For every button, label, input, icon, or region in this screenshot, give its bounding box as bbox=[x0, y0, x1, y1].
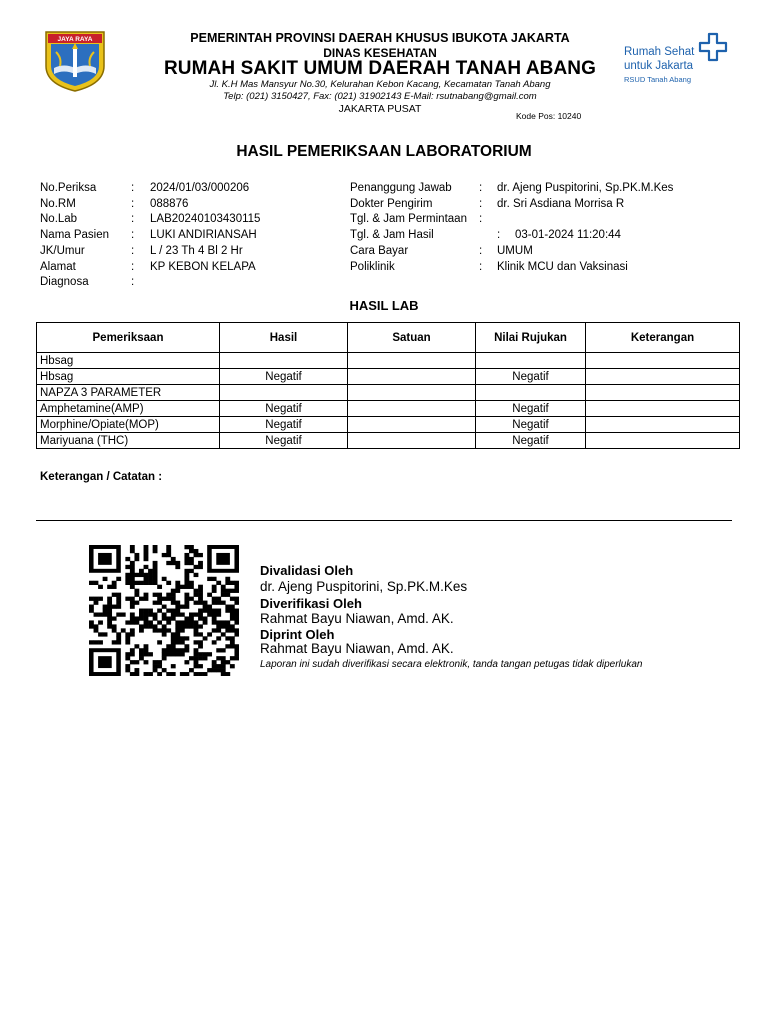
table-cell bbox=[348, 401, 476, 417]
column-header: Pemeriksaan bbox=[37, 323, 220, 353]
info-sep: : bbox=[131, 213, 135, 226]
table-row bbox=[37, 385, 740, 401]
table-cell: NAPZA 3 PARAMETER bbox=[37, 385, 220, 401]
printed-label: Diprint Oleh bbox=[260, 627, 335, 642]
hospital-name: RUMAH SAKIT UMUM DAERAH TANAH ABANG bbox=[163, 58, 597, 79]
info-label: JK/Umur bbox=[40, 244, 85, 257]
table-row bbox=[37, 433, 740, 449]
table-cell bbox=[586, 417, 740, 433]
table-cell: Negatif bbox=[476, 401, 586, 417]
rumah-sehat-logo bbox=[622, 31, 732, 87]
info-sep: : bbox=[479, 213, 483, 226]
info-label: Tgl. & Jam Hasil bbox=[350, 229, 434, 242]
table-cell bbox=[348, 433, 476, 449]
info-sep: : bbox=[479, 244, 483, 257]
printed-name: Rahmat Bayu Niawan, Amd. AK. bbox=[260, 641, 454, 656]
rumah-sehat-line2: untuk Jakarta bbox=[624, 60, 694, 72]
table-cell bbox=[476, 353, 586, 369]
info-value: 03-01-2024 11:20:44 bbox=[515, 229, 621, 242]
validated-name: dr. Ajeng Puspitorini, Sp.PK.M.Kes bbox=[260, 579, 468, 594]
section-title: HASIL LAB bbox=[349, 298, 419, 313]
table-cell bbox=[348, 353, 476, 369]
table-row bbox=[37, 353, 740, 369]
emblem-banner-text: JAYA RAYA bbox=[57, 36, 93, 43]
validated-label: Divalidasi Oleh bbox=[260, 563, 354, 578]
hospital-city: JAKARTA PUSAT bbox=[338, 103, 422, 115]
info-label: Poliklinik bbox=[350, 260, 395, 273]
jakarta-emblem-logo bbox=[42, 30, 108, 92]
info-label: Alamat bbox=[40, 260, 76, 273]
info-value: dr. Ajeng Puspitorini, Sp.PK.M.Kes bbox=[497, 182, 674, 194]
postal-code: Kode Pos: 10240 bbox=[516, 111, 582, 121]
table-header-row bbox=[37, 323, 740, 353]
table-cell bbox=[586, 385, 740, 401]
cross-icon bbox=[697, 31, 729, 63]
table-cell bbox=[220, 385, 348, 401]
column-header: Keterangan bbox=[586, 323, 740, 353]
notes-label: Keterangan / Catatan : bbox=[40, 471, 163, 483]
table-row bbox=[37, 401, 740, 417]
qr-code bbox=[89, 545, 239, 676]
table-cell: Negatif bbox=[476, 417, 586, 433]
rumah-sehat-line1: Rumah Sehat bbox=[624, 46, 695, 58]
info-label: Diagnosa bbox=[40, 276, 89, 289]
table-cell bbox=[220, 353, 348, 369]
info-value: LAB20240103430115 bbox=[150, 213, 261, 226]
column-header: Hasil bbox=[220, 323, 348, 353]
table-cell bbox=[476, 385, 586, 401]
info-label: Nama Pasien bbox=[40, 229, 110, 242]
info-value: dr. Sri Asdiana Morrisa R bbox=[497, 197, 625, 210]
table-cell: Negatif bbox=[220, 369, 348, 385]
table-cell: Negatif bbox=[220, 401, 348, 417]
table-cell bbox=[348, 369, 476, 385]
table-cell: Negatif bbox=[220, 417, 348, 433]
table-cell: Hbsag bbox=[37, 353, 220, 369]
table-row bbox=[37, 369, 740, 385]
rumah-sehat-line3: RSUD Tanah Abang bbox=[624, 75, 691, 84]
info-value: Klinik MCU dan Vaksinasi bbox=[497, 260, 628, 273]
info-label: No.Lab bbox=[40, 213, 78, 226]
info-label: No.RM bbox=[40, 197, 76, 210]
info-value: 088876 bbox=[150, 197, 189, 210]
table-cell bbox=[586, 401, 740, 417]
table-cell: Mariyuana (THC) bbox=[37, 433, 220, 449]
info-sep: : bbox=[131, 229, 135, 242]
page-title: HASIL PEMERIKSAAN LABORATORIUM bbox=[236, 143, 532, 160]
table-cell bbox=[586, 433, 740, 449]
info-label: Penanggung Jawab bbox=[350, 182, 452, 194]
hospital-address: Jl. K.H Mas Mansyur No.30, Kelurahan Kebon Kacang, Kecamatan Tanah Abang bbox=[209, 79, 551, 90]
table-cell: Negatif bbox=[476, 369, 586, 385]
info-sep: : bbox=[479, 197, 483, 210]
table-cell bbox=[586, 369, 740, 385]
verified-name: Rahmat Bayu Niawan, Amd. AK. bbox=[260, 611, 454, 626]
table-cell: Hbsag bbox=[37, 369, 220, 385]
info-value: L / 23 Th 4 Bl 2 Hr bbox=[150, 244, 243, 257]
info-value: LUKI ANDIRIANSAH bbox=[150, 229, 257, 242]
government-line: PEMERINTAH PROVINSI DAERAH KHUSUS IBUKOTA JAKARTA bbox=[190, 31, 570, 45]
verification-note: Laporan ini sudah diverifikasi secara elektronik, tanda tangan petugas tidak diperlukan bbox=[260, 659, 643, 670]
lab-results-table bbox=[36, 322, 740, 449]
info-value: 2024/01/03/000206 bbox=[150, 182, 250, 194]
info-sep: : bbox=[131, 244, 135, 257]
table-cell: Negatif bbox=[476, 433, 586, 449]
info-label: Tgl. & Jam Permintaan bbox=[350, 213, 467, 226]
info-sep: : bbox=[479, 182, 483, 194]
table-cell bbox=[348, 417, 476, 433]
info-sep: : bbox=[131, 197, 135, 210]
info-label: No.Periksa bbox=[40, 182, 97, 194]
column-header: Nilai Rujukan bbox=[476, 323, 586, 353]
table-cell: Amphetamine(AMP) bbox=[37, 401, 220, 417]
info-value: KP KEBON KELAPA bbox=[150, 260, 256, 273]
table-cell: Negatif bbox=[220, 433, 348, 449]
table-cell: Morphine/Opiate(MOP) bbox=[37, 417, 220, 433]
table-cell bbox=[348, 385, 476, 401]
info-sep: : bbox=[497, 229, 501, 242]
table-row bbox=[37, 417, 740, 433]
info-sep: : bbox=[131, 276, 135, 289]
info-sep: : bbox=[131, 182, 135, 194]
hospital-contact: Telp: (021) 3150427, Fax: (021) 31902143 E-Mail: rsutnabang@gmail.com bbox=[223, 91, 537, 102]
divider bbox=[36, 520, 732, 521]
department-line: DINAS KESEHATAN bbox=[323, 46, 437, 60]
verified-label: Diverifikasi Oleh bbox=[260, 596, 362, 611]
table-cell bbox=[586, 353, 740, 369]
column-header: Satuan bbox=[348, 323, 476, 353]
info-value: UMUM bbox=[497, 244, 533, 257]
info-label: Dokter Pengirim bbox=[350, 197, 433, 210]
info-label: Cara Bayar bbox=[350, 244, 409, 257]
info-sep: : bbox=[479, 260, 483, 273]
info-sep: : bbox=[131, 260, 135, 273]
